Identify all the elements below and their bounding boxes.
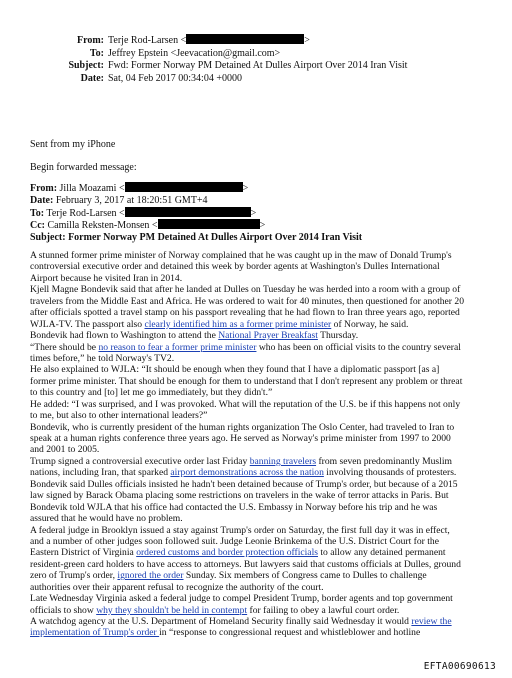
fwd-from-label: From: [30,183,58,194]
article-link[interactable]: clearly identified him as a former prime minister [144,318,332,330]
email-header [38,34,407,85]
body-line [30,307,500,318]
body-line [30,296,500,307]
body-line [30,250,500,261]
body-text-segment: to me, but also to other international leaders?” [30,410,208,422]
article-link[interactable]: no reason to fear a former prime minister [98,341,257,353]
body-line [30,353,500,364]
article-body [30,250,500,639]
body-text-segment: law signed by Barack Obama placing some restrictions on travelers in the wake of terror attacks in Paris. But [30,490,449,502]
body-text-segment: Thursday. [317,330,359,342]
body-line [30,387,500,398]
forwarded-header [30,182,362,244]
fwd-cc-row [30,219,362,232]
body-text-segment: Kjell Magne Bondevik said that after he landed at Dulles on Tuesday he was herded into a room with a group of [30,284,461,296]
body-line [30,330,500,341]
article-link[interactable]: banning travelers [249,455,317,467]
fwd-cc-value: Camilla Reksten-Monsen < [47,220,158,232]
header-to-value: Jeffrey Epstein <Jeevacation@gmail.com> [108,47,281,59]
header-to-row [38,48,407,61]
fwd-date-row [30,195,362,207]
fwd-to-label: To: [30,207,45,219]
body-text-segment: in “response to congressional request and whistleblower and hotline [159,627,421,639]
body-line [30,502,500,513]
document-id: EFTA00690613 [423,661,496,672]
body-line [30,536,500,547]
body-line [30,559,500,570]
body-text-segment: nations, including Iran, that sparked [30,467,171,479]
body-text-segment: to allow any detained permanent [317,547,446,559]
redaction-block [158,219,260,229]
fwd-from-close: > [242,183,249,194]
redaction-block [186,34,304,44]
body-text-segment: assured that he would have no problem. [30,513,183,525]
body-text-segment: authorities over their apparent refusal to recognize the authority of the court. [30,581,324,593]
body-line [30,582,500,593]
redaction-block [125,182,243,192]
body-text-segment: speak at a human rights conference three years ago. He served as Norway's prime minister from 1997 to 2000 [30,433,451,444]
fwd-date-label: Date: [30,194,54,206]
body-line [30,319,500,330]
body-text-segment: WJLA-TV. The passport also [30,318,145,330]
body-line [30,273,500,284]
body-text-segment: former prime minister. That should be enough for them to understand that I don't represent any problem or threat [30,375,463,387]
body-line [30,525,500,536]
body-line [30,513,500,524]
header-date-value: Sat, 04 Feb 2017 00:34:04 +0000 [108,72,242,84]
article-link[interactable]: why they shouldn't be held in contempt [96,604,248,616]
body-text-segment: travelers from the Middle East and Africa. He was ordered to wait for 40 minutes, then questioned for another 20 [30,295,464,307]
fwd-subject-label: Subject: [30,232,66,244]
header-subject-value: Fwd: Former Norway PM Detained At Dulles Airport Over 2014 Iran Visit [108,60,408,71]
body-line [30,547,500,558]
header-from-row [38,34,407,48]
body-line [30,479,500,490]
body-line [30,570,500,581]
fwd-to-value: Terje Rod-Larsen < [46,207,125,219]
body-text-segment: zero of Trump's order, [30,570,118,582]
body-text-segment: times before,” he told Norway's TV2. [30,352,175,364]
body-text-segment: Bondevik, who is currently president of the human rights organization The Oslo Center, had traveled to Iran to [30,421,455,433]
body-text-segment: after officials spotted a travel stamp on his passport revealing that he had flown to Iran three years ago, reported [30,307,460,319]
body-line [30,399,500,410]
body-text-segment: Eastern District of Virginia [30,547,137,559]
article-link[interactable]: implementation of Trump's order [30,627,160,639]
body-line [30,490,500,501]
body-text-segment: Trump signed a controversial executive order last Friday [30,455,250,467]
body-text-segment: involving thousands of protesters. [323,467,457,479]
header-from-value: Terje Rod-Larsen < [108,35,187,46]
header-date-label: Date: [80,72,104,84]
article-link[interactable]: National Prayer Breakfast [218,330,318,342]
fwd-from-row [30,182,362,195]
body-line [30,422,500,433]
body-text-segment: Late Wednesday Virginia asked a federal judge to compel President Trump, border agents and top government [30,593,453,605]
body-text-segment: He added: “I was surprised, and I was provoked. What will the reputation of the U.S. be if this happens not only [30,398,461,410]
body-text-segment: Bondevik had flown to Washington to attend the [30,330,219,342]
body-line [30,593,500,604]
fwd-from-value: Jilla Moazami < [59,183,125,194]
body-text-segment: “There should be [30,341,99,353]
body-text-segment: He also explained to WJLA: “It should be enough when they found that I have a diplomatic passport [as a] [30,364,440,376]
body-text-segment: A federal judge in Brooklyn issued a stay against Trump's order on Saturday, the first full day it was in effect, [30,524,450,536]
body-text-segment: A stunned former prime minister of Norway complained that he was caught up in the maw of Donald Trump's [30,250,452,261]
body-text-segment: and 2001 to 2005. [30,444,100,456]
body-line [30,467,500,478]
body-line [30,627,500,638]
body-text-segment: to this country and [to] let me go immediately, but they didn't.” [30,387,273,399]
fwd-subject-row [30,232,362,244]
body-text-segment: for failing to obey a lawful court order. [247,604,400,616]
header-subject-label: Subject: [68,60,104,71]
body-line [30,444,500,455]
body-text-segment: controversial executive order and detained this week by border agents at Washington's Dulles International [30,261,440,273]
body-text-segment: and a number of other judges soon followed suit. Judge Leonie Brinkema of the U.S. District Court for the [30,535,439,547]
body-text-segment: Airport because he visited Iran in 2014. [30,272,183,284]
article-link[interactable]: review the [411,616,452,627]
header-from-label: From: [76,35,104,46]
header-to-label: To: [89,47,104,59]
forward-label: Begin forwarded message: [30,162,137,173]
body-line [30,261,500,272]
body-text-segment: who has been on official visits to the country several [256,341,461,353]
body-line [30,284,500,295]
header-subject-row [38,60,407,73]
body-text-segment: Sunday. Six members of Congress came to Dulles to challenge [183,570,427,582]
header-date-row [38,73,407,86]
body-text-segment: A watchdog agency at the U.S. Department of Homeland Security finally said Wednesday it would [30,616,412,627]
body-line [30,456,500,467]
body-line [30,433,500,444]
article-link[interactable]: ignored the order [117,570,184,582]
fwd-to-row [30,207,362,220]
body-text-segment: resident-green card holders to have access to attorneys. But lawyers said that customs officials at Dulles, ground [30,558,461,570]
body-text-segment: Bondevik said Dulles officials insisted he hadn't been detained because of Trump's order, but because of a 2015 [30,478,458,490]
body-text-segment: from seven predominantly Muslim [316,455,452,467]
body-line [30,376,500,387]
sent-from-text: Sent from my iPhone [30,139,116,150]
body-text-segment: officials to show [30,604,97,616]
fwd-cc-label: Cc: [30,220,45,232]
fwd-subject-value: Former Norway PM Detained At Dulles Airport Over 2014 Iran Visit [68,232,363,244]
fwd-date-value: February 3, 2017 at 18:20:51 GMT+4 [55,194,208,206]
redaction-block [125,207,251,217]
body-line [30,364,500,375]
article-link[interactable]: airport demonstrations across the nation [170,467,324,479]
body-line [30,410,500,421]
body-text-segment: of Norway, he said. [331,318,409,330]
header-from-close: > [304,35,310,46]
fwd-to-close: > [250,207,257,219]
body-line [30,616,500,627]
body-line [30,605,500,616]
body-line [30,342,500,353]
body-text-segment: Bondevik told WJLA that his office had contacted the U.S. Embassy in Norway before his trip and he was [30,501,438,513]
fwd-cc-close: > [259,220,266,232]
article-link[interactable]: ordered customs and border protection officials [136,547,318,559]
